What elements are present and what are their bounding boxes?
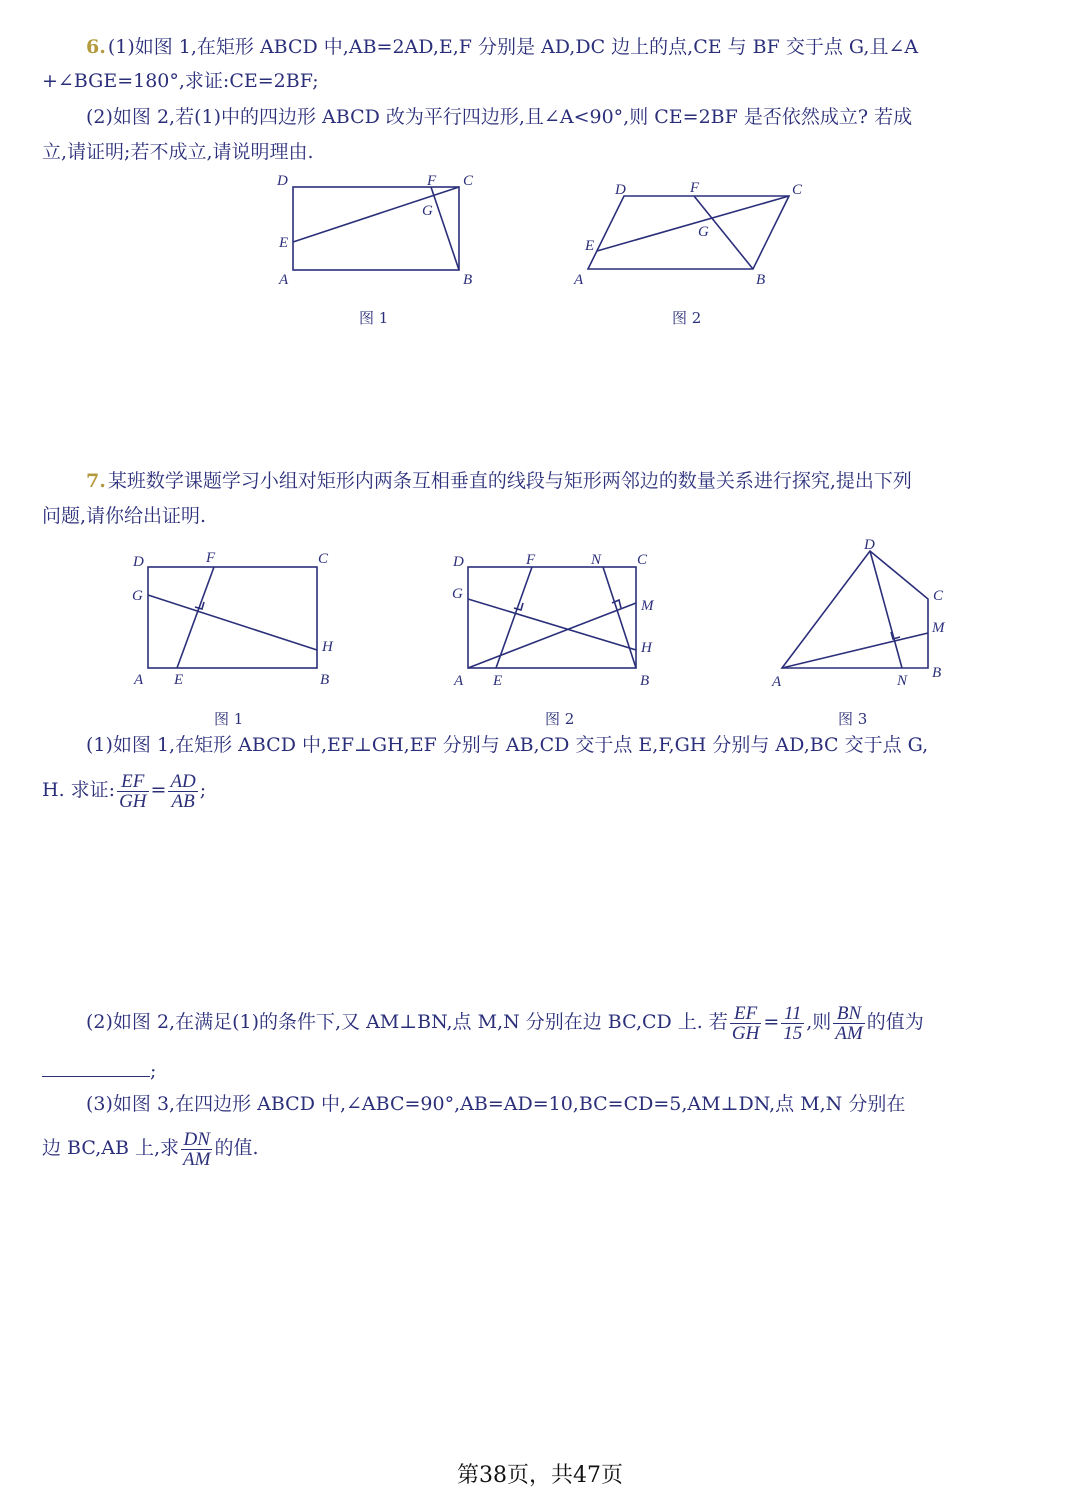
q6-fig2-label-g: G bbox=[698, 224, 709, 240]
q6-fig2-label-f: F bbox=[690, 180, 700, 196]
q7-fig2-segment-am bbox=[468, 603, 636, 668]
q7-fig1-label-f: F bbox=[206, 550, 216, 566]
q7-part2-line1: (2)如图 2,在满足(1)的条件下,又 AM⊥BN,点 M,N 分别在边 BC,CD 上. 若 $\frac{EF}{GH}$ = $\frac{11}{15}$ ,则 $\frac{BN}{AM}$ 的值为 bbox=[86, 1002, 924, 1044]
q7-fig2-label-h: H bbox=[641, 640, 652, 656]
q7-part2-fraction-bn-am: $\frac{BN}{AM}$ bbox=[835, 1002, 863, 1044]
q7-fig2-segment-gh bbox=[468, 599, 636, 650]
q6-fig1-label-c: C bbox=[463, 173, 474, 189]
q7-fig1-segment-ef bbox=[177, 567, 214, 668]
q6-fig1-label-d: D bbox=[277, 173, 288, 189]
q6-fig1-rectangle bbox=[293, 187, 459, 270]
q6-fig2-label-c: C bbox=[792, 182, 803, 198]
q6-figure2-caption: 图 2 bbox=[672, 309, 702, 327]
q6-fig2-segment-ce bbox=[597, 196, 789, 251]
q7-part3-line2: 边 BC,AB 上,求 $\frac{DN}{AM}$ 的值. bbox=[42, 1128, 259, 1170]
q7-part2-fraction-ef-gh: $\frac{EF}{GH}$ bbox=[731, 1002, 760, 1044]
q7-fig3-label-c: C bbox=[933, 588, 944, 604]
q7-fig2-segment-bn bbox=[603, 567, 636, 668]
q7-fig1-rectangle bbox=[148, 567, 317, 668]
q6-fig2-label-e: E bbox=[585, 238, 595, 254]
q7-number: 7. bbox=[86, 470, 106, 492]
q6-fig2-label-a: A bbox=[574, 272, 584, 288]
q7-fig1-label-d: D bbox=[133, 554, 144, 570]
q7-fig1-label-h: H bbox=[322, 639, 333, 655]
q7-part1-line1: (1)如图 1,在矩形 ABCD 中,EF⊥GH,EF 分别与 AB,CD 交于点 E,F,GH 分别与 AD,BC 交于点 G, bbox=[86, 734, 929, 756]
q6-number: 6. bbox=[86, 36, 106, 58]
q6-fig1-label-g: G bbox=[422, 203, 433, 219]
q7-figure1-caption: 图 1 bbox=[214, 710, 244, 728]
q7-fig1-segment-gh bbox=[148, 595, 317, 650]
q7-fig3-label-d: D bbox=[864, 537, 875, 553]
q7-figure2-caption: 图 2 bbox=[545, 710, 575, 728]
q6-fig1-label-b: B bbox=[463, 272, 473, 288]
q6-part1-line2: +∠BGE=180°,求证:CE=2BF; bbox=[42, 70, 319, 92]
q6-figure1 bbox=[270, 168, 490, 298]
q7-figure2 bbox=[448, 545, 668, 695]
q6-fig2-parallelogram bbox=[588, 196, 789, 269]
q7-part2-fraction-11-15: $\frac{11}{15}$ bbox=[783, 1002, 803, 1044]
q6-fig1-segment-bf bbox=[431, 187, 459, 270]
q7-fig3-label-a: A bbox=[772, 674, 782, 690]
q7-part1-fraction-ef-gh: $\frac{EF}{GH}$ bbox=[119, 770, 147, 812]
q7-fig2-label-a: A bbox=[454, 673, 464, 689]
q7-fig1-label-e: E bbox=[174, 672, 184, 688]
q6-figure1-caption: 图 1 bbox=[359, 309, 389, 327]
q6-figure2 bbox=[570, 176, 810, 296]
q7-fig1-label-a: A bbox=[134, 672, 144, 688]
q7-part3-line1: (3)如图 3,在四边形 ABCD 中,∠ABC=90°,AB=AD=10,BC=CD=5,AM⊥DN,点 M,N 分别在 bbox=[86, 1093, 906, 1115]
q7-part1-line2: H. 求证: $\frac{EF}{GH}$ = $\frac{AD}{AB}$ ; bbox=[42, 770, 207, 812]
page-footer: 第38页，共47页 bbox=[457, 1463, 623, 1488]
q6-fig2-label-b: B bbox=[756, 272, 766, 288]
q7-fig3-segment-dn bbox=[870, 551, 902, 668]
q6-fig2-label-d: D bbox=[615, 182, 626, 198]
q7-part2-line2: ; bbox=[42, 1056, 1042, 1084]
q7-fig2-label-f: F bbox=[526, 552, 536, 568]
q7-fig2-rectangle bbox=[468, 567, 636, 668]
q7-figure3 bbox=[766, 530, 966, 695]
q6-fig1-label-e: E bbox=[279, 235, 289, 251]
q6-part1-line1: 6. (1)如图 1,在矩形 ABCD 中,AB=2AD,E,F 分别是 AD,DC 边上的点,CE 与 BF 交于点 G,且∠A bbox=[86, 36, 919, 58]
q7-figure1 bbox=[126, 545, 346, 695]
q7-fig3-label-n: N bbox=[897, 673, 908, 689]
q6-fig1-label-f: F bbox=[427, 173, 437, 189]
q7-fig3-label-b: B bbox=[932, 665, 942, 681]
q7-part3-fraction-dn-am: $\frac{DN}{AM}$ bbox=[183, 1128, 211, 1170]
q7-part2-answer-blank[interactable] bbox=[42, 1056, 150, 1077]
q6-fig1-label-a: A bbox=[279, 272, 289, 288]
q7-figure3-caption: 图 3 bbox=[838, 710, 868, 728]
q7-fig2-label-n: N bbox=[591, 552, 602, 568]
q7-fig2-label-m: M bbox=[641, 598, 654, 614]
q7-part1-fraction-ad-ab: $\frac{AD}{AB}$ bbox=[170, 770, 196, 812]
q6-part2-line2: 立,请证明;若不成立,请说明理由. bbox=[42, 141, 314, 163]
q7-fig2-label-c: C bbox=[637, 552, 648, 568]
q7-fig2-label-d: D bbox=[453, 554, 464, 570]
q7-fig1-label-c: C bbox=[318, 551, 329, 567]
q7-fig2-label-b: B bbox=[640, 673, 650, 689]
q7-fig2-label-e: E bbox=[493, 673, 503, 689]
q7-fig1-label-b: B bbox=[320, 672, 330, 688]
q7-intro-line2: 问题,请你给出证明. bbox=[42, 505, 207, 527]
q7-fig2-label-g: G bbox=[452, 586, 463, 602]
q7-fig3-label-m: M bbox=[932, 620, 945, 636]
q7-fig1-label-g: G bbox=[132, 588, 143, 604]
q6-part2-line1: (2)如图 2,若(1)中的四边形 ABCD 改为平行四边形,且∠A<90°,则 CE=2BF 是否依然成立? 若成 bbox=[86, 106, 913, 128]
q7-intro-line1: 7. 某班数学课题学习小组对矩形内两条互相垂直的线段与矩形两邻边的数量关系进行探究,提出下列 bbox=[86, 470, 912, 492]
